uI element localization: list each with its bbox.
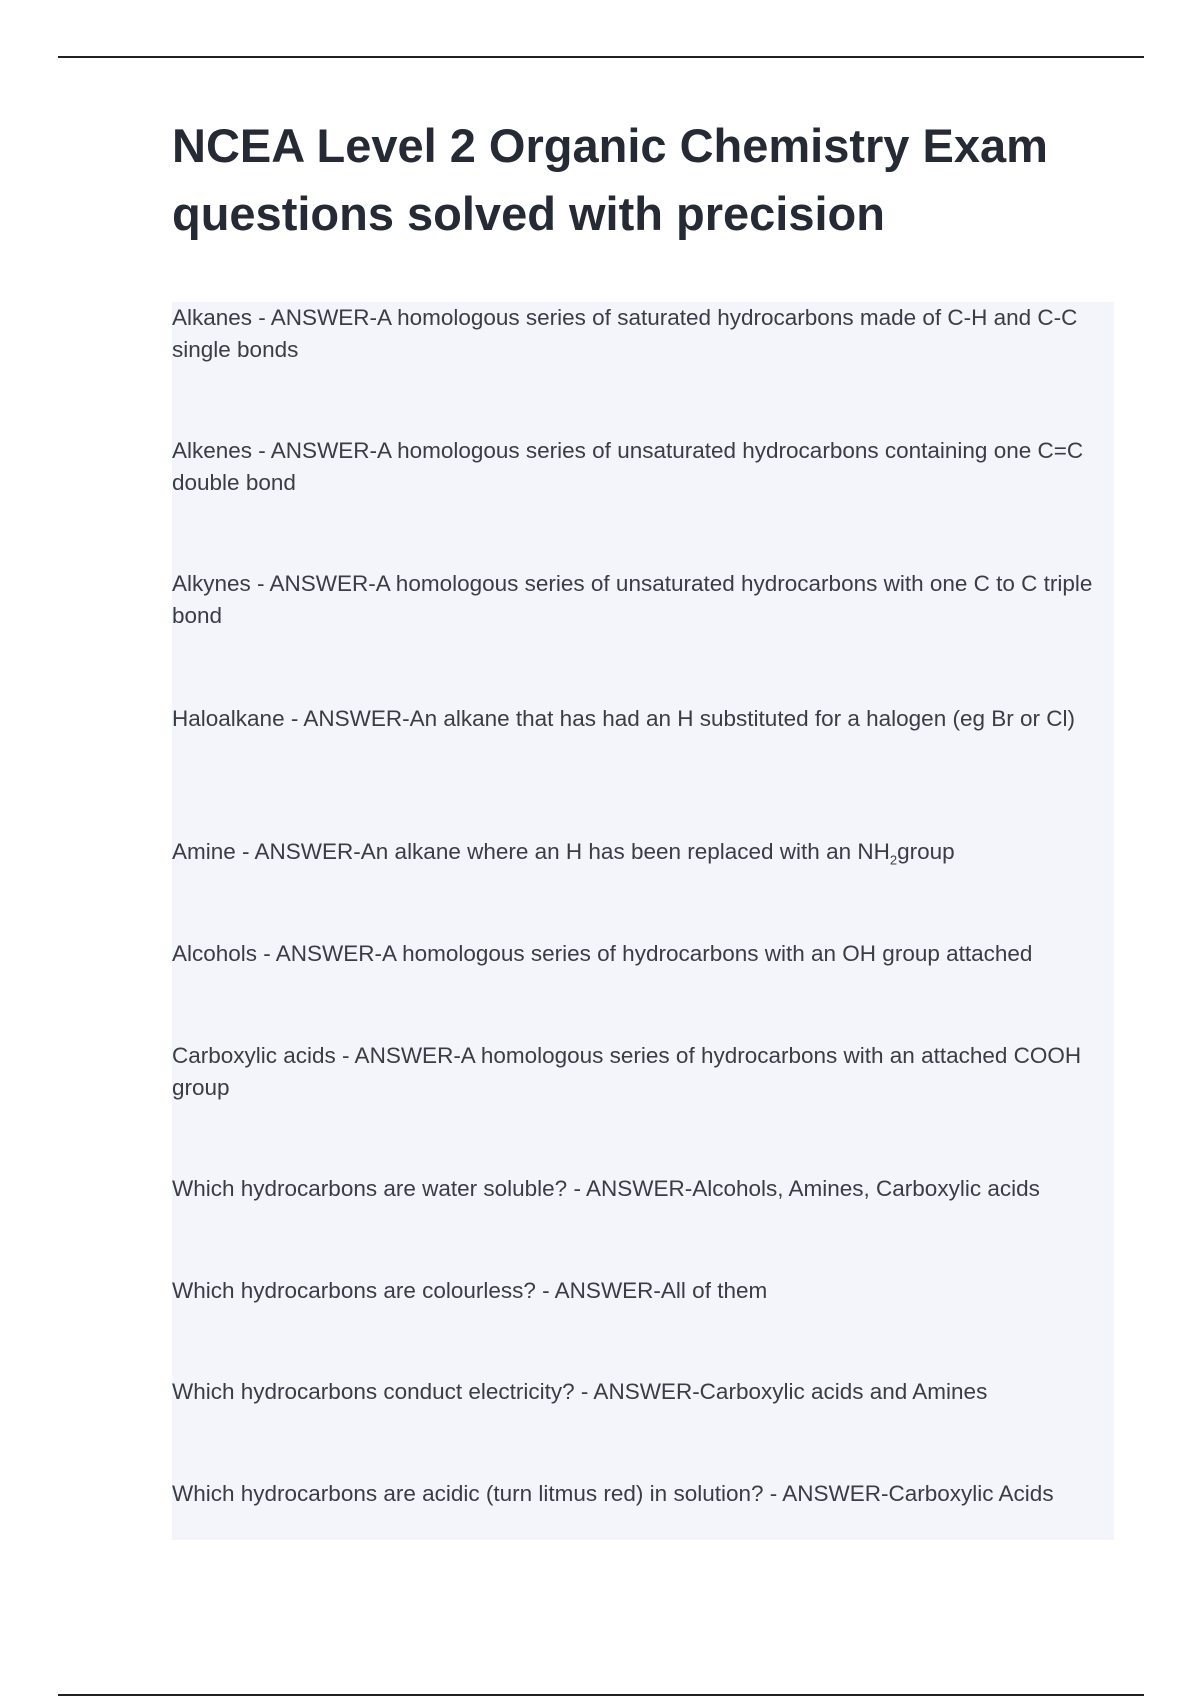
qa-item-conduct-electricity: Which hydrocarbons conduct electricity? - ANSWER-Carboxylic acids and Amines <box>172 1379 988 1404</box>
qa-item-haloalkane: Haloalkane - ANSWER-An alkane that has had an H substituted for a halogen (eg Br or Cl) <box>172 706 1075 731</box>
qa-item-colourless: Which hydrocarbons are colourless? - ANSWER-All of them <box>172 1278 768 1303</box>
qa-item-alkanes: Alkanes - ANSWER-A homologous series of saturated hydrocarbons made of C-H and C-C single bonds <box>172 305 1078 362</box>
top-divider <box>58 56 1144 58</box>
bottom-divider <box>58 1694 1144 1696</box>
qa-item-alkenes: Alkenes - ANSWER-A homologous series of unsaturated hydrocarbons containing one C=C double bond <box>172 438 1084 495</box>
qa-item-acidic: Which hydrocarbons are acidic (turn litmus red) in solution? - ANSWER-Carboxylic Acids <box>172 1481 1054 1506</box>
qa-item-carboxylic-acids: Carboxylic acids - ANSWER-A homologous series of hydrocarbons with an attached COOH group <box>172 1043 1082 1100</box>
amine-text-after: group <box>897 839 955 864</box>
qa-item-water-soluble: Which hydrocarbons are water soluble? - ANSWER-Alcohols, Amines, Carboxylic acids <box>172 1176 1040 1201</box>
qa-item-alkynes: Alkynes - ANSWER-A homologous series of unsaturated hydrocarbons with one C to C triple bond <box>172 571 1093 628</box>
qa-item-amine <box>172 836 1122 868</box>
qa-item-alcohols: Alcohols - ANSWER-A homologous series of hydrocarbons with an OH group attached <box>172 941 1033 966</box>
amine-subscript: 2 <box>889 852 898 868</box>
amine-text-before: Amine - ANSWER-An alkane where an H has been replaced with an NH <box>172 839 890 864</box>
document-title: NCEA Level 2 Organic Chemistry Exam questions solved with precision <box>172 119 1048 240</box>
